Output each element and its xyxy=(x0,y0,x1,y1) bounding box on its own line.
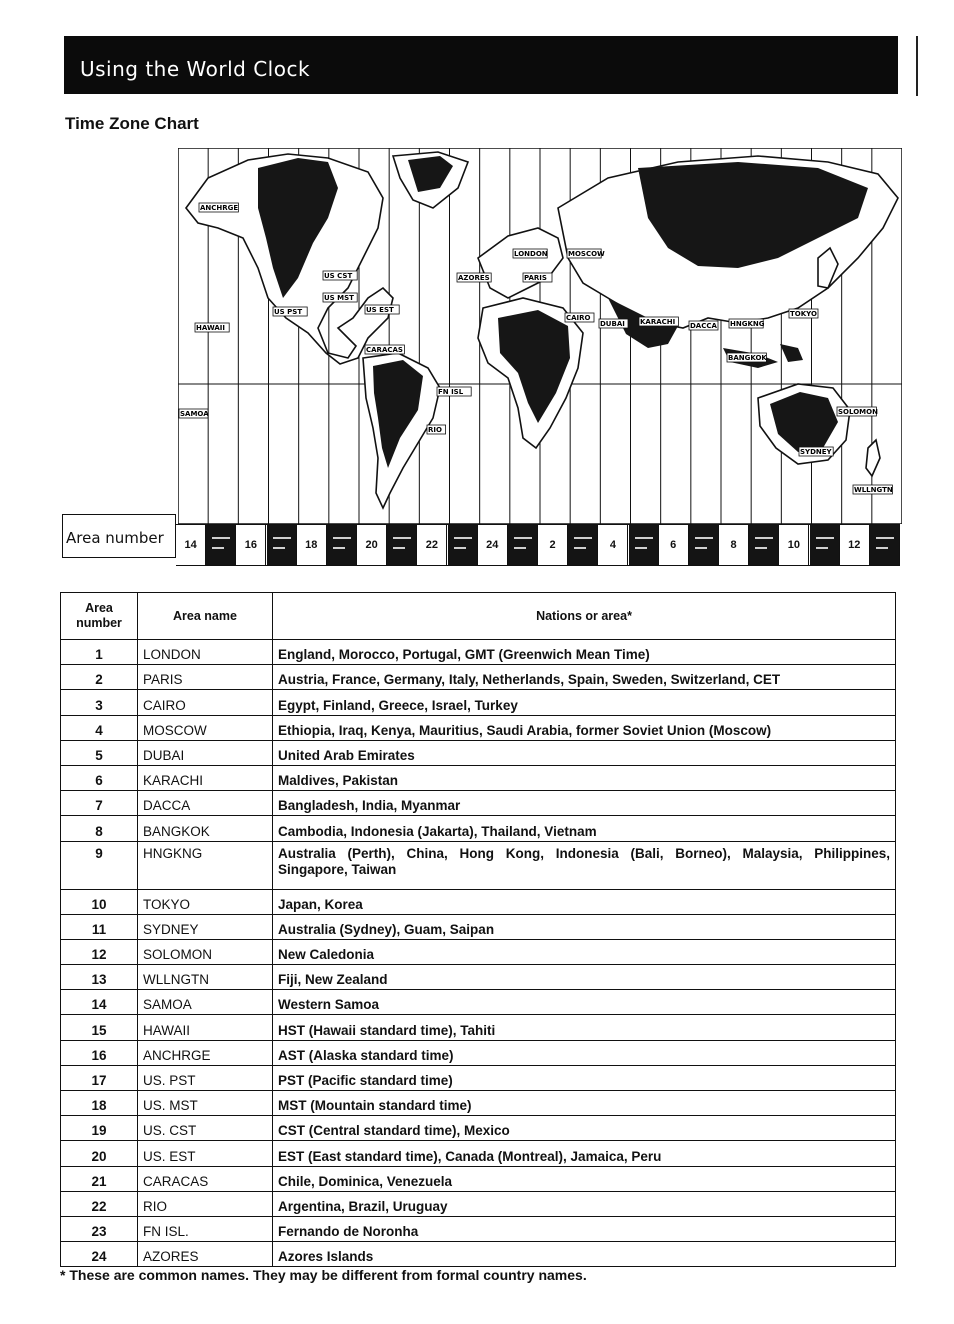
table-body xyxy=(61,640,896,1267)
cell-area-name: LONDON xyxy=(138,640,273,665)
cell-nations: Japan, Korea xyxy=(273,889,896,914)
map-label xyxy=(427,425,446,434)
map-label-text: CARACAS xyxy=(366,346,403,354)
area-number-cell: 8 xyxy=(719,525,749,565)
cell-nations: Fernando de Noronha xyxy=(273,1216,896,1241)
map-label xyxy=(599,319,628,328)
map-label-text: RIO xyxy=(428,426,442,434)
cell-area-number: 2 xyxy=(61,665,138,690)
map-label xyxy=(689,321,718,330)
area-number-cell: 22 xyxy=(417,525,447,565)
world-map-svg xyxy=(178,148,902,524)
cell-area-name: SAMOA xyxy=(138,990,273,1015)
area-number-cell: 4 xyxy=(598,525,628,565)
cell-area-number: 12 xyxy=(61,939,138,964)
map-label xyxy=(789,309,818,318)
table-row xyxy=(61,816,896,841)
map-label-text: HNGKNG xyxy=(730,320,765,328)
map-label-text: SOLOMON xyxy=(838,408,878,416)
table-row xyxy=(61,1166,896,1191)
cell-area-number: 14 xyxy=(61,990,138,1015)
area-number-cell xyxy=(508,525,538,565)
table-row xyxy=(61,1191,896,1216)
area-number-cell xyxy=(689,525,719,565)
chart-subtitle: Time Zone Chart xyxy=(65,114,199,133)
cell-area-number: 22 xyxy=(61,1191,138,1216)
cell-nations: Australia (Perth), China, Hong Kong, Indonesia (Bali, Borneo), Malaysia, Philippines, Singapore, Taiwan xyxy=(273,841,896,889)
table-row xyxy=(61,1065,896,1090)
table-row xyxy=(61,1116,896,1141)
cell-area-name: AZORES xyxy=(138,1242,273,1267)
cell-area-number: 6 xyxy=(61,765,138,790)
area-number-cell xyxy=(810,525,840,565)
cell-nations: CST (Central standard time), Mexico xyxy=(273,1116,896,1141)
cell-area-name: TOKYO xyxy=(138,889,273,914)
cell-nations: Egypt, Finland, Greece, Israel, Turkey xyxy=(273,690,896,715)
cell-area-number: 3 xyxy=(61,690,138,715)
cell-area-name: WLLNGTN xyxy=(138,965,273,990)
map-label xyxy=(565,313,594,322)
map-label-text: AZORES xyxy=(458,274,490,282)
section-header xyxy=(64,36,898,94)
map-label-text: PARIS xyxy=(524,274,547,282)
cell-nations: Cambodia, Indonesia (Jakarta), Thailand, Vietnam xyxy=(273,816,896,841)
section-title: Using the World Clock xyxy=(80,57,311,81)
col-header-area-name: Area name xyxy=(138,593,273,640)
cell-area-number: 24 xyxy=(61,1242,138,1267)
area-number-cell xyxy=(448,525,478,565)
map-label xyxy=(323,271,357,280)
cell-area-name: ANCHRGE xyxy=(138,1040,273,1065)
area-number-label-text: Area number xyxy=(66,529,164,547)
cell-nations: MST (Mountain standard time) xyxy=(273,1091,896,1116)
cell-area-name: US. MST xyxy=(138,1091,273,1116)
edge-rule xyxy=(916,36,918,96)
area-number-cell xyxy=(870,525,900,565)
cell-area-name: US. EST xyxy=(138,1141,273,1166)
cell-nations: EST (East standard time), Canada (Montreal), Jamaica, Peru xyxy=(273,1141,896,1166)
table-row xyxy=(61,965,896,990)
table-header-row xyxy=(61,593,896,640)
cell-nations: Argentina, Brazil, Uruguay xyxy=(273,1191,896,1216)
cell-area-name: US. PST xyxy=(138,1065,273,1090)
cell-area-name: US. CST xyxy=(138,1116,273,1141)
map-label-text: US PST xyxy=(274,308,303,316)
cell-area-number: 18 xyxy=(61,1091,138,1116)
area-number-cell: 12 xyxy=(840,525,870,565)
cell-area-number: 9 xyxy=(61,841,138,889)
table-row xyxy=(61,740,896,765)
cell-area-name: HAWAII xyxy=(138,1015,273,1040)
cell-nations: Chile, Dominica, Venezuela xyxy=(273,1166,896,1191)
cell-area-number: 21 xyxy=(61,1166,138,1191)
area-number-cell: 14 xyxy=(176,525,206,565)
map-label xyxy=(853,485,893,494)
area-number-cell: 2 xyxy=(538,525,568,565)
footnote: * These are common names. They may be different from formal country names. xyxy=(60,1267,587,1283)
cell-area-number: 4 xyxy=(61,715,138,740)
cell-area-number: 11 xyxy=(61,914,138,939)
cell-nations: England, Morocco, Portugal, GMT (Greenwich Mean Time) xyxy=(273,640,896,665)
cell-area-number: 8 xyxy=(61,816,138,841)
cell-area-name: RIO xyxy=(138,1191,273,1216)
cell-area-name: KARACHI xyxy=(138,765,273,790)
area-number-strip xyxy=(176,524,900,566)
area-number-label xyxy=(62,514,176,558)
cell-nations: Ethiopia, Iraq, Kenya, Mauritius, Saudi Arabia, former Soviet Union (Moscow) xyxy=(273,715,896,740)
map-label xyxy=(513,249,548,258)
map-label-text: ANCHRGE xyxy=(200,204,239,212)
cell-area-name: MOSCOW xyxy=(138,715,273,740)
table-row xyxy=(61,690,896,715)
map-label xyxy=(179,409,209,418)
cell-area-name: PARIS xyxy=(138,665,273,690)
cell-nations: AST (Alaska standard time) xyxy=(273,1040,896,1065)
table-row xyxy=(61,715,896,740)
area-number-cell xyxy=(327,525,357,565)
cell-area-number: 5 xyxy=(61,740,138,765)
cell-area-name: CAIRO xyxy=(138,690,273,715)
cell-area-name: CARACAS xyxy=(138,1166,273,1191)
map-label-text: MOSCOW xyxy=(568,250,605,258)
table-row xyxy=(61,640,896,665)
area-number-cell xyxy=(206,525,236,565)
area-number-cell xyxy=(568,525,598,565)
cell-nations: Fiji, New Zealand xyxy=(273,965,896,990)
map-label xyxy=(799,447,833,456)
map-label xyxy=(837,407,878,416)
cell-nations: Australia (Sydney), Guam, Saipan xyxy=(273,914,896,939)
area-number-cell: 6 xyxy=(659,525,689,565)
table-row xyxy=(61,1091,896,1116)
map-label xyxy=(323,293,357,302)
area-number-cell: 10 xyxy=(779,525,809,565)
map-label-text: HAWAII xyxy=(196,324,225,332)
cell-area-number: 17 xyxy=(61,1065,138,1090)
area-number-cell xyxy=(749,525,779,565)
map-label-text: BANGKOK xyxy=(728,354,767,362)
cell-area-number: 19 xyxy=(61,1116,138,1141)
table-row xyxy=(61,791,896,816)
time-zone-table xyxy=(60,592,896,1267)
cell-area-number: 20 xyxy=(61,1141,138,1166)
cell-nations: Austria, France, Germany, Italy, Netherlands, Spain, Sweden, Switzerland, CET xyxy=(273,665,896,690)
area-number-cell: 18 xyxy=(297,525,327,565)
cell-area-name: SOLOMON xyxy=(138,939,273,964)
map-label xyxy=(437,387,471,396)
cell-nations: United Arab Emirates xyxy=(273,740,896,765)
map-label xyxy=(199,203,238,212)
cell-nations: Western Samoa xyxy=(273,990,896,1015)
cell-area-number: 7 xyxy=(61,791,138,816)
area-number-cell xyxy=(387,525,417,565)
table-row xyxy=(61,1216,896,1241)
map-label xyxy=(567,249,605,258)
table-row xyxy=(61,841,896,889)
map-label-text: SYDNEY xyxy=(800,448,832,456)
map-label-text: WLLNGTN xyxy=(854,486,893,494)
table-row xyxy=(61,990,896,1015)
map-label-text: DUBAI xyxy=(600,320,625,328)
cell-area-name: HNGKNG xyxy=(138,841,273,889)
table-row xyxy=(61,1242,896,1267)
cell-nations: HST (Hawaii standard time), Tahiti xyxy=(273,1015,896,1040)
table-row xyxy=(61,1141,896,1166)
map-label-text: US MST xyxy=(324,294,354,302)
cell-area-name: FN ISL. xyxy=(138,1216,273,1241)
cell-area-number: 10 xyxy=(61,889,138,914)
table-row xyxy=(61,765,896,790)
map-label-text: CAIRO xyxy=(566,314,591,322)
map-label xyxy=(365,305,399,314)
cell-nations: PST (Pacific standard time) xyxy=(273,1065,896,1090)
map-label-text: DACCA xyxy=(690,322,717,330)
map-label xyxy=(523,273,552,282)
cell-area-number: 1 xyxy=(61,640,138,665)
cell-area-name: DUBAI xyxy=(138,740,273,765)
area-number-cell xyxy=(267,525,297,565)
map-label-text: SAMOA xyxy=(180,410,209,418)
world-time-zone-map xyxy=(178,148,902,524)
map-label-text: FN ISL xyxy=(438,388,464,396)
table-row xyxy=(61,889,896,914)
cell-nations: New Caledonia xyxy=(273,939,896,964)
map-label-text: TOKYO xyxy=(790,310,817,318)
cell-area-name: SYDNEY xyxy=(138,914,273,939)
cell-nations: Bangladesh, India, Myanmar xyxy=(273,791,896,816)
map-label xyxy=(273,307,307,316)
col-header-area-number: Area number xyxy=(61,593,138,640)
cell-area-number: 16 xyxy=(61,1040,138,1065)
map-label-text: KARACHI xyxy=(640,318,676,326)
map-label xyxy=(639,317,678,326)
table-row xyxy=(61,939,896,964)
cell-area-name: DACCA xyxy=(138,791,273,816)
map-label-text: LONDON xyxy=(514,250,548,258)
table-row xyxy=(61,914,896,939)
cell-area-number: 23 xyxy=(61,1216,138,1241)
map-label xyxy=(457,273,491,282)
table-row xyxy=(61,665,896,690)
cell-nations: Maldives, Pakistan xyxy=(273,765,896,790)
cell-area-number: 13 xyxy=(61,965,138,990)
map-label-text: US CST xyxy=(324,272,353,280)
map-label xyxy=(195,323,229,332)
cell-area-name: BANGKOK xyxy=(138,816,273,841)
table-row xyxy=(61,1015,896,1040)
cell-area-number: 15 xyxy=(61,1015,138,1040)
table-row xyxy=(61,1040,896,1065)
map-label xyxy=(729,319,765,328)
area-number-cell: 24 xyxy=(478,525,508,565)
col-header-nations: Nations or area* xyxy=(273,593,896,640)
area-number-cell: 16 xyxy=(236,525,266,565)
map-label xyxy=(365,345,404,354)
map-label xyxy=(727,353,767,362)
area-number-cell xyxy=(629,525,659,565)
map-label-text: US EST xyxy=(366,306,394,314)
area-number-cell: 20 xyxy=(357,525,387,565)
cell-nations: Azores Islands xyxy=(273,1242,896,1267)
